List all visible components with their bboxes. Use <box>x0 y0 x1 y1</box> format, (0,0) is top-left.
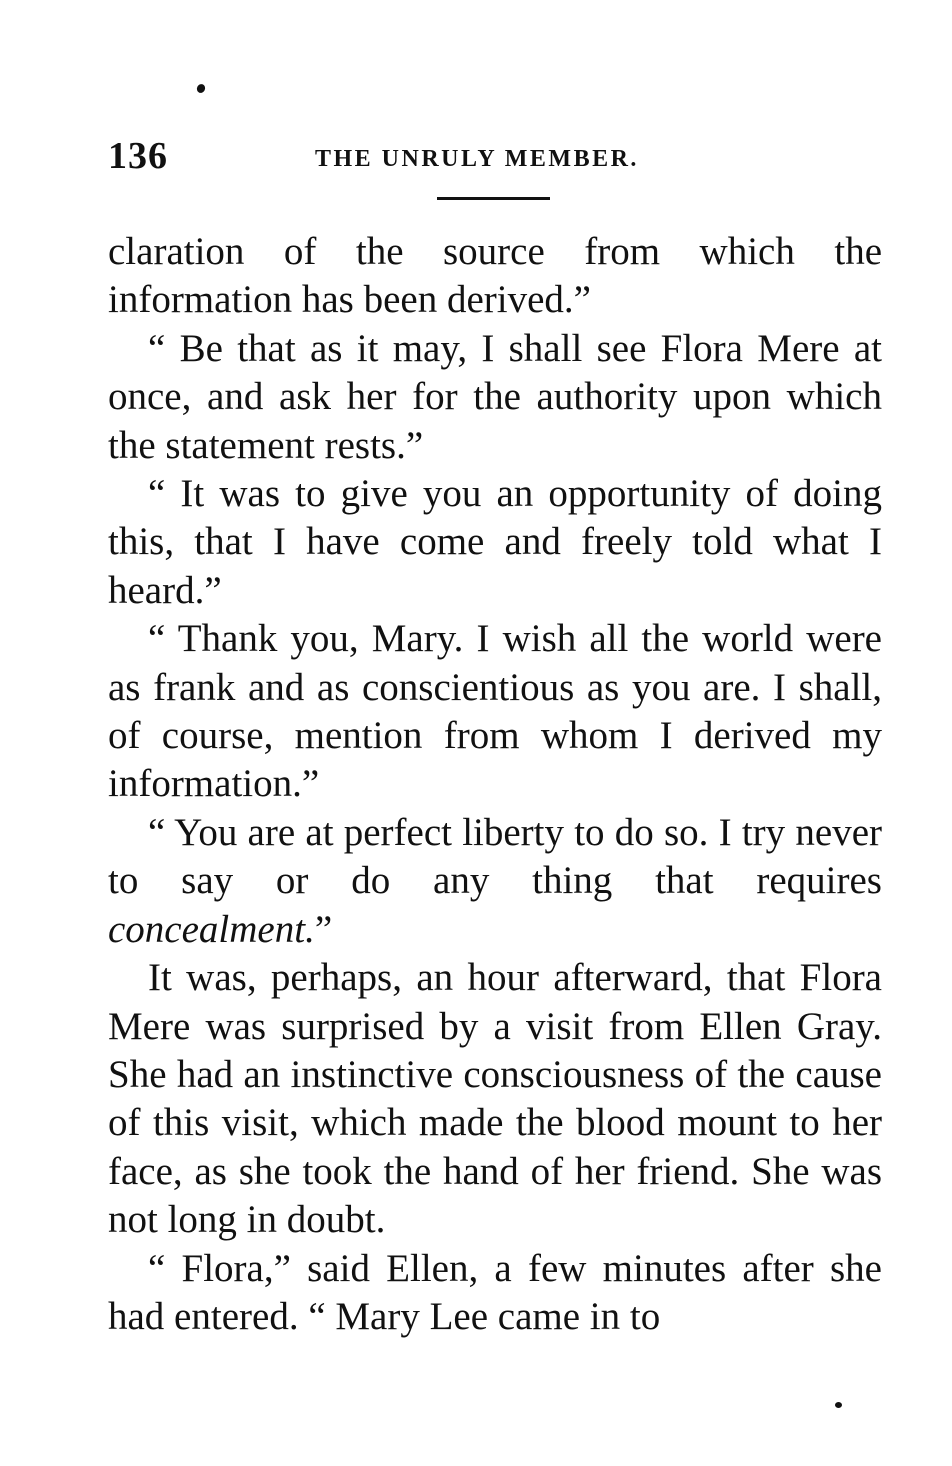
paragraph-text: “ You are at perfect liberty to do so. I try never to say or do any thing that requires <box>108 810 882 903</box>
italic-word: concealment. <box>108 907 315 951</box>
page-header <box>108 134 888 184</box>
print-speck <box>835 1402 842 1408</box>
paragraph <box>108 809 882 954</box>
print-speck <box>195 83 206 95</box>
running-title: THE UNRULY MEMBER. <box>315 146 639 172</box>
paragraph: “ Flora,” said Ellen, a few minutes after she had entered. “ Mary Lee came in to <box>108 1246 882 1338</box>
page-body <box>108 228 882 1341</box>
paragraph: “ It was to give you an opportunity of doing this, that I have come and freely told what I heard.” <box>108 472 882 612</box>
page-number: 136 <box>108 135 168 177</box>
paragraph: “ Be that as it may, I shall see Flora Mere at once, and ask her for the authority upon which the statement rests.” <box>108 326 882 467</box>
paragraph: “ Thank you, Mary. I wish all the world were as frank and as conscientious as you are. I shall, of course, mention from whom I derived my information.” <box>108 617 882 806</box>
header-rule <box>437 197 550 200</box>
paragraph: It was, perhaps, an hour afterward, that Flora Mere was surprised by a visit from Ellen Gray. She had an instinctive consciousness of the cause of this visit, which made the blood mount to her face, as she took the hand of her friend. She was not long in doubt. <box>108 956 882 1242</box>
paragraph: claration of the source from which the information has been derived.” <box>108 230 882 322</box>
closing-quote: ” <box>314 907 333 951</box>
